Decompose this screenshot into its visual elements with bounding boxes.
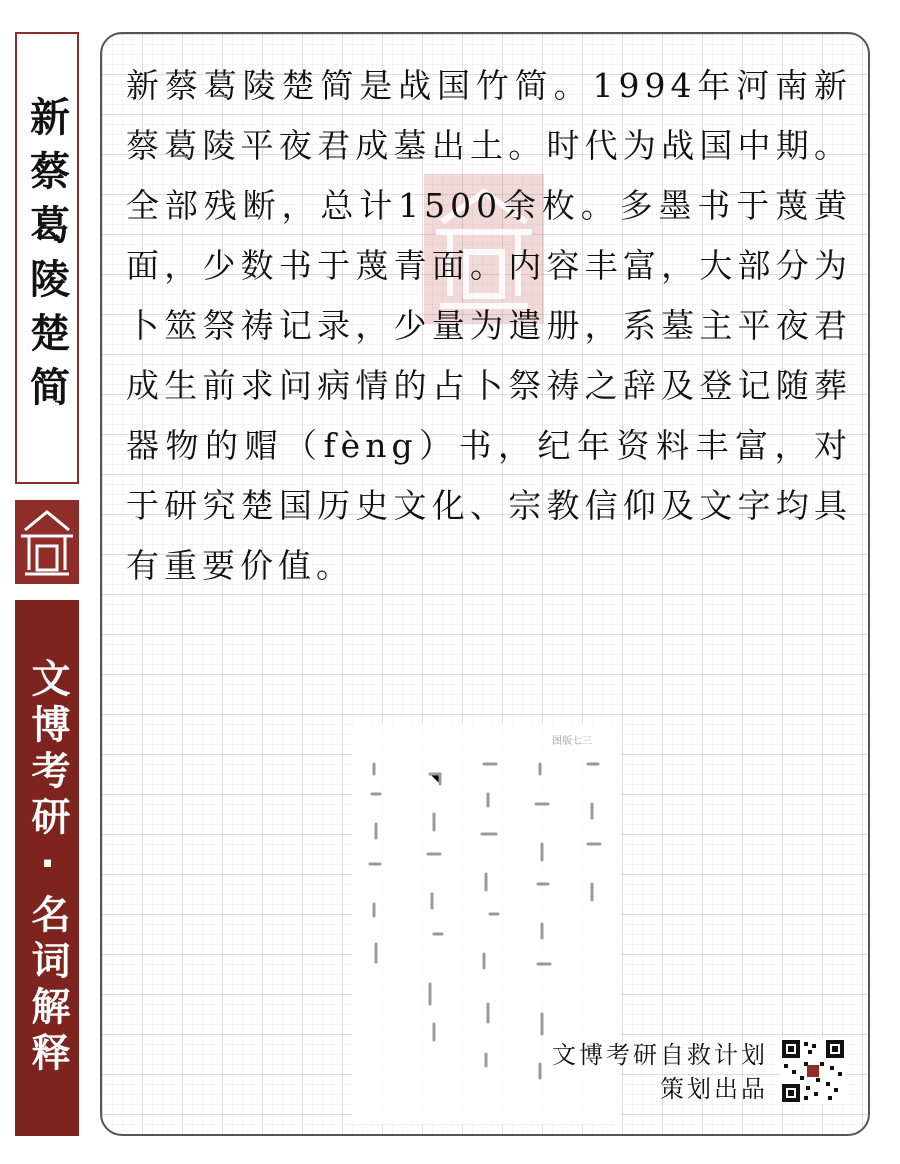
side-banner <box>15 600 79 1136</box>
qr-code-icon[interactable] <box>780 1038 846 1104</box>
credits <box>552 1038 768 1106</box>
side-title: 新蔡葛陵楚简 <box>23 96 70 420</box>
side-banner-text: 文博考研·名词解释 <box>25 658 70 1078</box>
museum-seal-icon <box>15 500 79 584</box>
side-title-box <box>15 32 79 484</box>
credits-line2: 策划出品 <box>660 1075 768 1103</box>
definition-paragraph: 新蔡葛陵楚简是战国竹简。1994年河南新蔡葛陵平夜君成墓出土。时代为战国中期。全部残断，总计1500余枚。多墨书于蔑黄面，少数书于蔑青面。内容丰富，大部分为卜筮祭祷记录，少量为遣册，系墓主平夜君成生前求问病情的占卜祭祷之辞及登记随葬器物的赗（fèng）书，纪年资料丰富，对于研究楚国历史文化、宗教信仰及文字均具有重要价值。 <box>126 66 852 585</box>
figure-caption: 图版七三 <box>552 736 592 747</box>
credits-line1: 文博考研自救计划 <box>552 1041 768 1069</box>
content-card <box>100 32 870 1136</box>
